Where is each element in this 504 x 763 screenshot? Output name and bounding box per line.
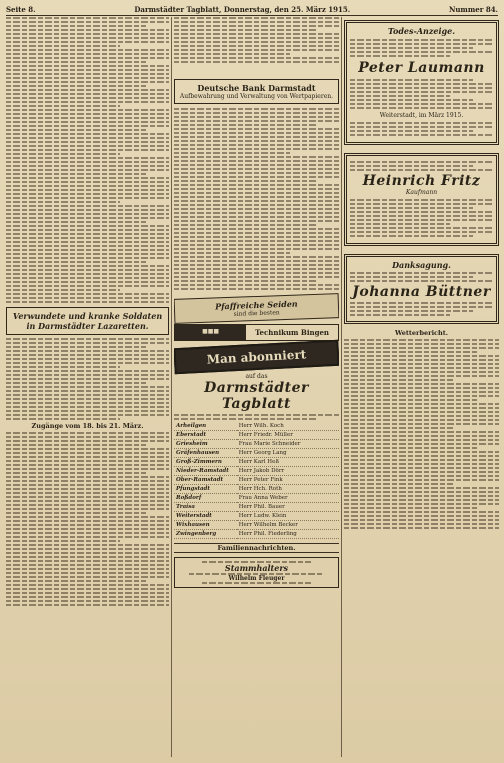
technikum-ad-name: Technikum Bingen <box>255 328 330 337</box>
death-notice-1-text-3 <box>350 122 493 136</box>
agent-name: Herr Wilh. Koch <box>237 422 339 431</box>
zugaenge-heading: Zugänge vom 18. bis 21. März. <box>31 422 144 430</box>
notice-heading: Wetterbericht. <box>395 329 448 337</box>
death-notice-2-text <box>350 161 493 171</box>
subscribe-banner: Man abonniert <box>174 340 339 375</box>
thanks-title: Danksagung. <box>392 260 451 270</box>
birth-text-2 <box>178 573 335 575</box>
agent-location: Arheilgen <box>174 422 237 431</box>
casualty-list-text <box>6 17 169 303</box>
subscribe-auf: auf das <box>245 373 268 380</box>
agent-location: Roßdorf <box>174 494 237 503</box>
silk-ad-title: Pfaffreiche Seiden <box>214 298 298 312</box>
agents-row <box>174 467 339 476</box>
subscribe-intro <box>174 414 339 420</box>
article-text <box>174 108 339 290</box>
agents-row <box>174 449 339 458</box>
agent-name: Herr Georg Lang <box>237 449 339 458</box>
death-notice-1-place: Weiterstadt, im März 1915. <box>379 112 464 119</box>
agents-row <box>174 494 339 503</box>
agent-location: Eberstadt <box>174 431 237 440</box>
agent-name: Herr Hch. Roth <box>237 485 339 494</box>
agent-location: Groß-Zimmern <box>174 458 237 467</box>
agent-location: Nieder-Ramstadt <box>174 467 237 476</box>
bank-ad <box>174 79 339 104</box>
agents-row <box>174 422 339 431</box>
agent-name: Herr Phil. Fiederling <box>237 530 339 539</box>
agent-name: Herr Friedr. Müller <box>237 431 339 440</box>
thanks-text <box>350 272 493 282</box>
thanks-text-2 <box>350 302 493 316</box>
page-number: Seite 8. <box>6 4 36 14</box>
agent-name: Herr Karl Heß <box>237 458 339 467</box>
agent-name: Frau Marie Schneider <box>237 440 339 449</box>
column-2-top-text <box>174 17 339 63</box>
agents-row <box>174 530 339 539</box>
column-rule <box>171 17 172 757</box>
agents-row <box>174 485 339 494</box>
agents-table <box>174 422 339 539</box>
agents-row <box>174 476 339 485</box>
technikum-ad <box>174 324 339 341</box>
zugaenge-list <box>6 432 169 606</box>
thanks-name: Johanna Büttner <box>352 284 491 300</box>
agents-row <box>174 521 339 530</box>
lazarett-notice-box <box>6 307 169 335</box>
paper-name: Darmstädter Tagblatt <box>204 380 309 412</box>
agents-row <box>174 458 339 467</box>
death-notice-1-name: Peter Laumann <box>358 60 485 76</box>
agent-location: Zwingenberg <box>174 530 237 539</box>
silk-ad <box>174 293 339 324</box>
column-3 <box>344 17 499 759</box>
agents-row <box>174 503 339 512</box>
page-header <box>6 3 498 16</box>
column-rule <box>341 17 342 757</box>
death-notice-2-sub: Kaufmann <box>405 189 438 196</box>
death-notice-2 <box>344 153 499 246</box>
lazarett-notice-title: Verwundete und kranke Soldaten in Darmstädter Lazaretten. <box>12 311 163 331</box>
agent-location: Griesheim <box>174 440 237 449</box>
agent-name: Herr Wilhelm Becker <box>237 521 339 530</box>
agent-name: Herr Ludw. Klein <box>237 512 339 521</box>
birth-text-3 <box>178 582 335 584</box>
agent-location: Wixhausen <box>174 521 237 530</box>
thanks-notice <box>344 254 499 324</box>
agent-location: Gräfenhausen <box>174 449 237 458</box>
agent-name: Herr Phil. Bauer <box>237 503 339 512</box>
family-news-heading: Familiennachrichten. <box>174 543 339 553</box>
column-2 <box>174 17 339 759</box>
agent-name: Herr Peter Fink <box>237 476 339 485</box>
agent-location: Weiterstadt <box>174 512 237 521</box>
birth-announcement <box>174 557 339 588</box>
column-1 <box>6 17 169 759</box>
lazarett-intro-text <box>6 338 169 420</box>
death-notice-1 <box>344 20 499 145</box>
agent-location: Ober-Ramstadt <box>174 476 237 485</box>
agents-row <box>174 440 339 449</box>
bank-name: Deutsche Bank Darmstadt <box>197 83 316 93</box>
birth-title: Stammhalters <box>224 563 289 573</box>
technikum-ad-logo: ■■■ <box>175 325 246 340</box>
death-notice-1-title: Todes-Anzeige. <box>387 26 456 36</box>
birth-names: Wilhelm Fleuger <box>228 575 285 582</box>
agent-location: Pfungstadt <box>174 485 237 494</box>
agents-row <box>174 431 339 440</box>
issue-number: Nummer 84. <box>448 4 498 14</box>
agent-name: Herr Jakob Dörr <box>237 467 339 476</box>
agent-location: Traisa <box>174 503 237 512</box>
agent-name: Frau Anna Weber <box>237 494 339 503</box>
death-notice-1-text-2 <box>350 79 493 109</box>
silk-ad-slogan: sind die besten <box>233 309 280 318</box>
death-notice-2-text-2 <box>350 199 493 237</box>
agents-row <box>174 512 339 521</box>
death-notice-1-text <box>350 39 493 57</box>
death-notice-2-name: Heinrich Fritz <box>362 173 481 189</box>
notices-text <box>344 339 499 529</box>
bank-subtitle: Aufbewahrung und Verwaltung von Wertpapieren. <box>179 93 334 100</box>
masthead-line: Darmstädter Tagblatt, Donnerstag, den 25. März 1915. <box>134 4 351 14</box>
